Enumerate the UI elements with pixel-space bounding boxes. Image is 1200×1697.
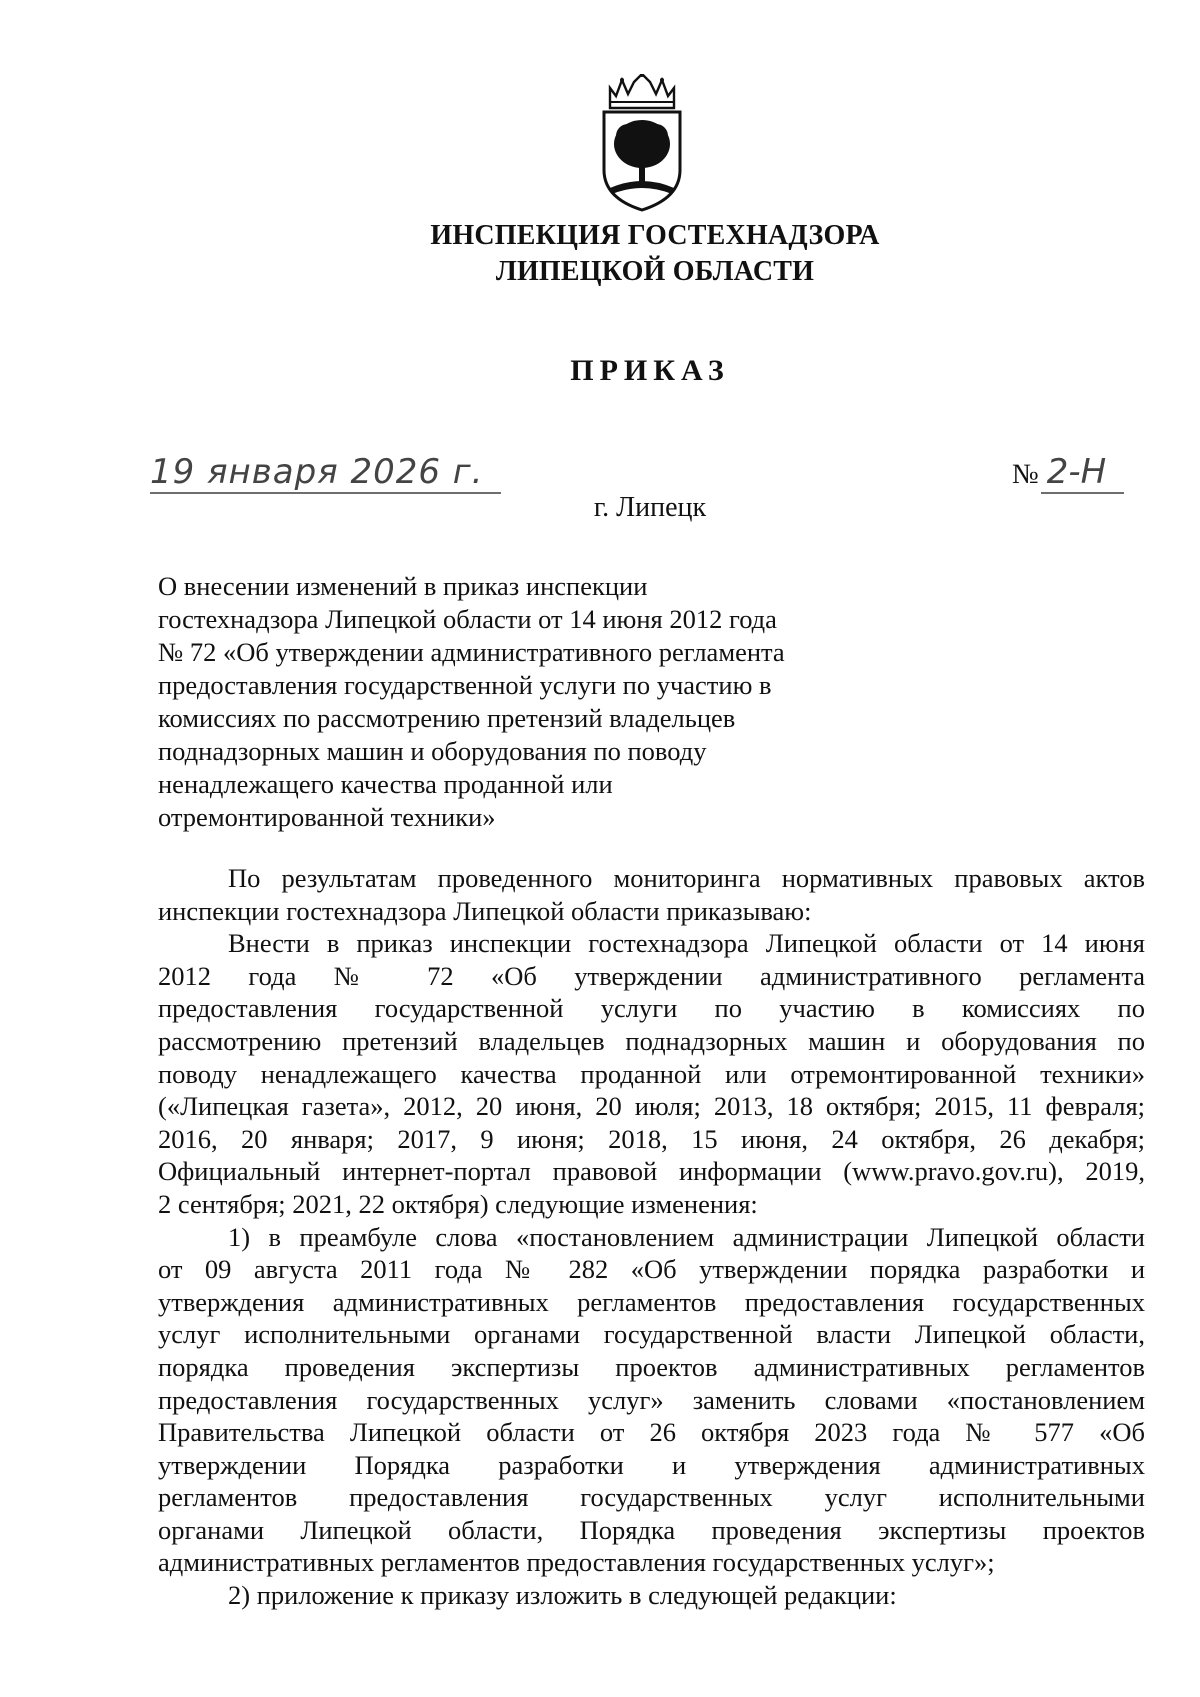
subject-line: поднадзорных машин и оборудования по поводу [158,736,707,766]
intro-paragraph [158,927,1145,1220]
body-line: предоставления государственных услуг» заменить словами «постановлением [158,1384,1145,1415]
item-1-paragraph [158,1221,1145,1580]
body-line: утверждения административных регламентов предоставления государственных [158,1286,1145,1317]
body-line: административных регламентов предоставления государственных услуг»; [158,1547,995,1578]
body-line: 2012 года № 72 «Об утверждении административного регламента [158,960,1145,991]
body-line: Официальный интернет-портал правовой информации (www.pravo.gov.ru), 2019, [158,1156,1145,1187]
body-line: По результатам проведенного мониторинга нормативных правовых актов [228,863,1145,893]
organization-name-line-1: ИНСПЕКЦИЯ ГОСТЕХНАДЗОРА [430,220,880,251]
subject-line: ненадлежащего качества проданной или [158,769,613,799]
body-line: утверждении Порядка разработки и утверждения административных [158,1449,1145,1480]
document-subject [158,570,838,834]
subject-line: О внесении изменений в приказ инспекции [158,571,648,601]
body-line: от 09 августа 2011 года № 282 «Об утверждении порядка разработки и [158,1254,1145,1285]
body-line: 2016, 20 января; 2017, 9 июня; 2018, 15 июня, 24 октября, 26 декабря; [158,1123,1145,1154]
body-line: поводу ненадлежащего качества проданной или отремонтированной техники» [158,1058,1145,1089]
body-line: инспекции гостехнадзора Липецкой области приказываю: [158,895,812,926]
preamble-paragraph [158,862,1145,927]
body-line: предоставления государственной услуги по участию в комиссиях по [158,993,1145,1024]
number-sign: № [1012,459,1039,490]
item-2-paragraph [158,1579,1145,1612]
document-body [158,862,1145,1612]
subject-line: № 72 «Об утверждении административного регламента [158,637,785,667]
body-line: рассмотрению претензий владельцев поднадзорных машин и оборудования по [158,1025,1145,1056]
body-line: органами Липецкой области, Порядка проведения экспертизы проектов [158,1514,1145,1545]
body-line: Внести в приказ инспекции гостехнадзора Липецкой области от 14 июня [228,928,1145,959]
document-number [1012,452,1124,495]
document-type-title: ПРИКАЗ [570,354,730,387]
lipetsk-coat-of-arms-icon [600,74,684,212]
body-line: 2) приложение к приказу изложить в следующей редакции: [228,1580,897,1611]
body-line: услуг исполнительными органами государственной власти Липецкой области, [158,1319,1145,1350]
body-line: Правительства Липецкой области от 26 октября 2023 года № 577 «Об [158,1417,1145,1448]
body-line: 1) в преамбуле слова «постановлением администрации Липецкой области [228,1221,1145,1252]
document-date: 19 января 2026 г. [150,452,501,494]
body-line: 2 сентября; 2021, 22 октября) следующие изменения: [158,1188,758,1219]
issue-city: г. Липецк [593,492,707,523]
body-line: («Липецкая газета», 2012, 20 июня, 20 июля; 2013, 18 октября; 2015, 11 февраля; [158,1091,1145,1122]
subject-line: комиссиях по рассмотрению претензий владельцев [158,703,736,733]
organization-name-line-2: ЛИПЕЦКОЙ ОБЛАСТИ [495,256,815,287]
subject-line: гостехнадзора Липецкой области от 14 июня 2012 года [158,604,777,634]
subject-line: предоставления государственной услуги по участию в [158,670,772,700]
body-line: регламентов предоставления государственных услуг исполнительными [158,1482,1145,1513]
body-line: порядка проведения экспертизы проектов административных регламентов [158,1351,1145,1382]
document-number-value: 2-Н [1041,452,1124,494]
subject-line: отремонтированной техники» [158,802,496,832]
